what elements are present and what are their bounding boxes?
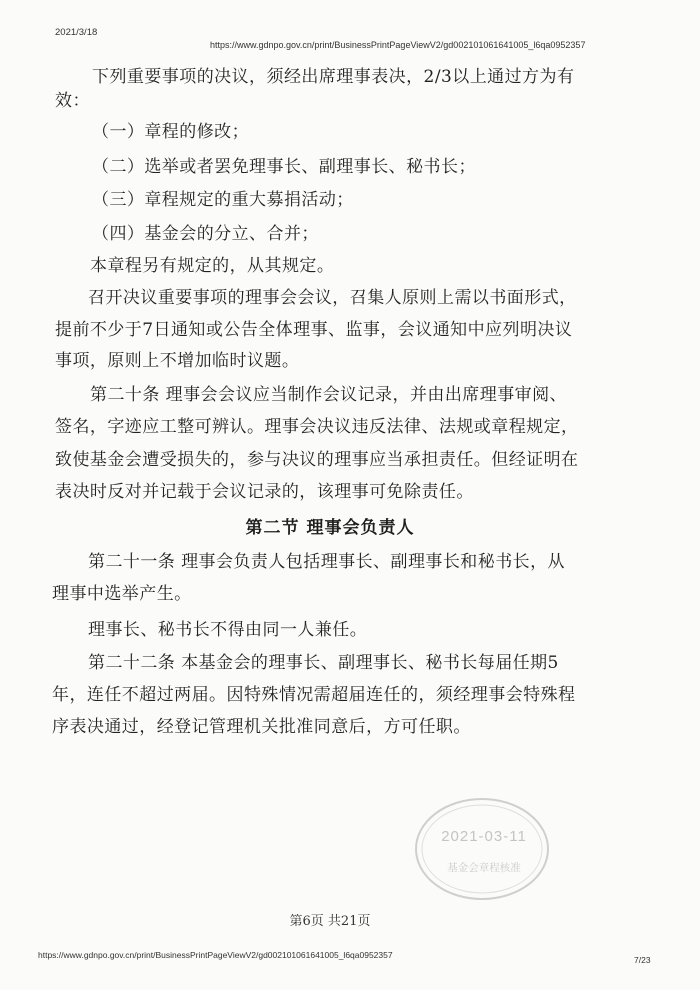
body-line: 本章程另有规定的，从其规定。 (90, 256, 335, 276)
body-line: 效： (55, 91, 90, 111)
body-line: 年，连任不超过两届。因特殊情况需超届连任的，须经理事会特殊程 (52, 685, 576, 705)
body-line: 表决时反对并记载于会议记录的，该理事可免除责任。 (55, 482, 474, 502)
body-line: 致使基金会遭受损失的，参与决议的理事应当承担责任。但经证明在 (55, 450, 579, 470)
body-line: 提前不少于7日通知或公告全体理事、监事，会议通知中应列明决议 (55, 320, 573, 340)
body-line: 事项，原则上不增加临时议题。 (55, 351, 300, 371)
body-line: 序表决通过，经登记管理机关批准同意后，方可任职。 (52, 717, 471, 737)
body-line: 下列重要事项的决议，须经出席理事表决，2/3以上通过方为有 (92, 67, 575, 87)
article-21-line: 第二十一条 理事会负责人包括理事长、副理事长和秘书长，从 (88, 552, 566, 572)
stamp-outline (416, 799, 548, 899)
print-date: 2021/3/18 (55, 27, 98, 38)
body-line: 召开决议重要事项的理事会会议，召集人原则上需以书面形式， (88, 288, 577, 308)
page-number: 第6页 共21页 (289, 914, 371, 929)
stamp-date: 2021-03-11 (441, 828, 527, 845)
list-item: （四）基金会的分立、合并； (92, 224, 319, 244)
print-header-url: https://www.gdnpo.gov.cn/print/BusinessPrintPageViewV2/gd002101061641005_l6qa0952357 (210, 40, 586, 50)
section-heading: 第二节 理事会负责人 (245, 518, 415, 538)
list-item: （三）章程规定的重大募捐活动； (92, 190, 354, 210)
article-20-line: 第二十条 理事会会议应当制作会议记录，并由出席理事审阅、 (90, 385, 568, 405)
print-footer-url: https://www.gdnpo.gov.cn/print/BusinessPrintPageViewV2/gd002101061641005_l6qa0952357 (38, 950, 393, 960)
article-22-line: 第二十二条 本基金会的理事长、副理事长、秘书长每届任期5 (88, 653, 559, 673)
list-item: （二）选举或者罢免理事长、副理事长、秘书长； (92, 157, 476, 177)
body-line: 签名，字迹应工整可辨认。理事会决议违反法律、法规或章程规定， (55, 417, 579, 437)
body-line: 理事中选举产生。 (52, 584, 192, 604)
body-line: 理事长、秘书长不得由同一人兼任。 (88, 620, 368, 640)
stamp-inner-ring (422, 805, 542, 893)
approval-stamp (410, 793, 555, 905)
list-item: （一）章程的修改； (92, 122, 250, 142)
print-page-count: 7/23 (634, 955, 651, 965)
stamp-label: 基金会章程核准 (447, 862, 521, 874)
